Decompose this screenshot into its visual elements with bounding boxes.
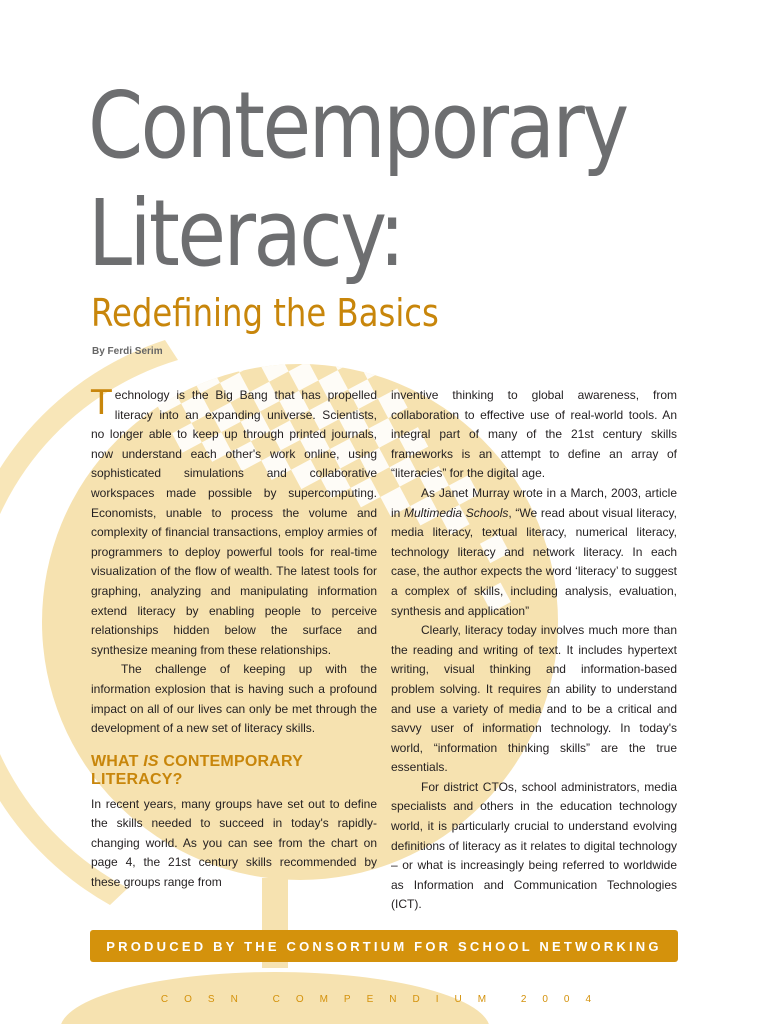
paragraph: inventive thinking to global awareness, from collaboration to effective use of real-world tools. An integral part of many of the 21st century skills frameworks is an attempt to define an array of “literacies” for the digital age.: [391, 388, 677, 481]
paragraph: [391, 484, 677, 621]
text-column-left: [91, 383, 377, 893]
paragraph: In recent years, many groups have set out to define the skills needed to succeed in today's rapidly-changing world. As you can see from the chart on page 4, the 21st century skills recommended by these groups range from: [91, 796, 377, 890]
paragraph: The challenge of keeping up with the information explosion that is having such a profound impact on all of our lives can only be met through the development of a new set of literacy skills.: [91, 662, 377, 736]
article-subtitle: Redefining the Basics: [91, 291, 439, 335]
article-title-line1: Contemporary: [88, 72, 627, 179]
paragraph-text: echnology is the Big Bang that has propelled literacy into an expanding universe. Scientists, no longer able to keep up through printed journals, now understand each other's work online, using sophisticated simulations and collaborative workspaces made possible by supercomputing. Economists, unable to process the volume and complexity of financial transactions, employ armies of programmers to deploy powerful tools for real-time visualization of the flow of wealth. The latest tools for graphing, analyzing and manipulating information extend literacy by enabling people to perceive relationships hidden below the surface and synthesize meaning from these relationships.: [91, 388, 377, 657]
publication-title: Multimedia Schools: [404, 505, 509, 520]
paragraph: [91, 383, 377, 660]
section-heading-text: CONTEMPORARY LITERACY?: [91, 752, 303, 788]
drop-cap: T: [91, 383, 112, 423]
producer-banner: [90, 930, 678, 962]
paragraph-text: As Janet Murray wrote in a March, 2003, article in: [391, 485, 677, 520]
section-heading: [91, 753, 377, 789]
page-footer: COSN COMPENDIUM 2004: [160, 994, 608, 1005]
text-column-right: [391, 386, 677, 915]
section-heading-text: WHAT: [91, 752, 144, 770]
producer-banner-text: PRODUCED BY THE CONSORTIUM FOR SCHOOL NETWORKING: [106, 938, 662, 954]
section-heading-emphasis: IS: [143, 752, 159, 770]
paragraph: Clearly, literacy today involves much more than the reading and writing of text. It includes hypertext writing, visual thinking and information-based problem solving. It requires an ability to understand and use a variety of media and to be a critical and savvy user of information technology. In today's world, “information thinking skills” are the true essentials.: [391, 623, 677, 775]
paragraph-text: , “We read about visual literacy, media literacy, textual literacy, numerical literacy, technology literacy and network literacy. In each case, the author expects the word ‘literacy’ to suggest a complex of skills, including analysis, evaluation, synthesis and application”: [391, 505, 677, 618]
byline: By Ferdi Serim: [92, 346, 163, 357]
article-title-line2: Literacy:: [88, 180, 403, 287]
paragraph: For district CTOs, school administrators, media specialists and others in the education technology world, it is particularly crucial to understand evolving definitions of literacy as it relates to digital technology – or what is increasingly being referred to worldwide as Information and Communication Technologies (ICT).: [391, 779, 677, 912]
